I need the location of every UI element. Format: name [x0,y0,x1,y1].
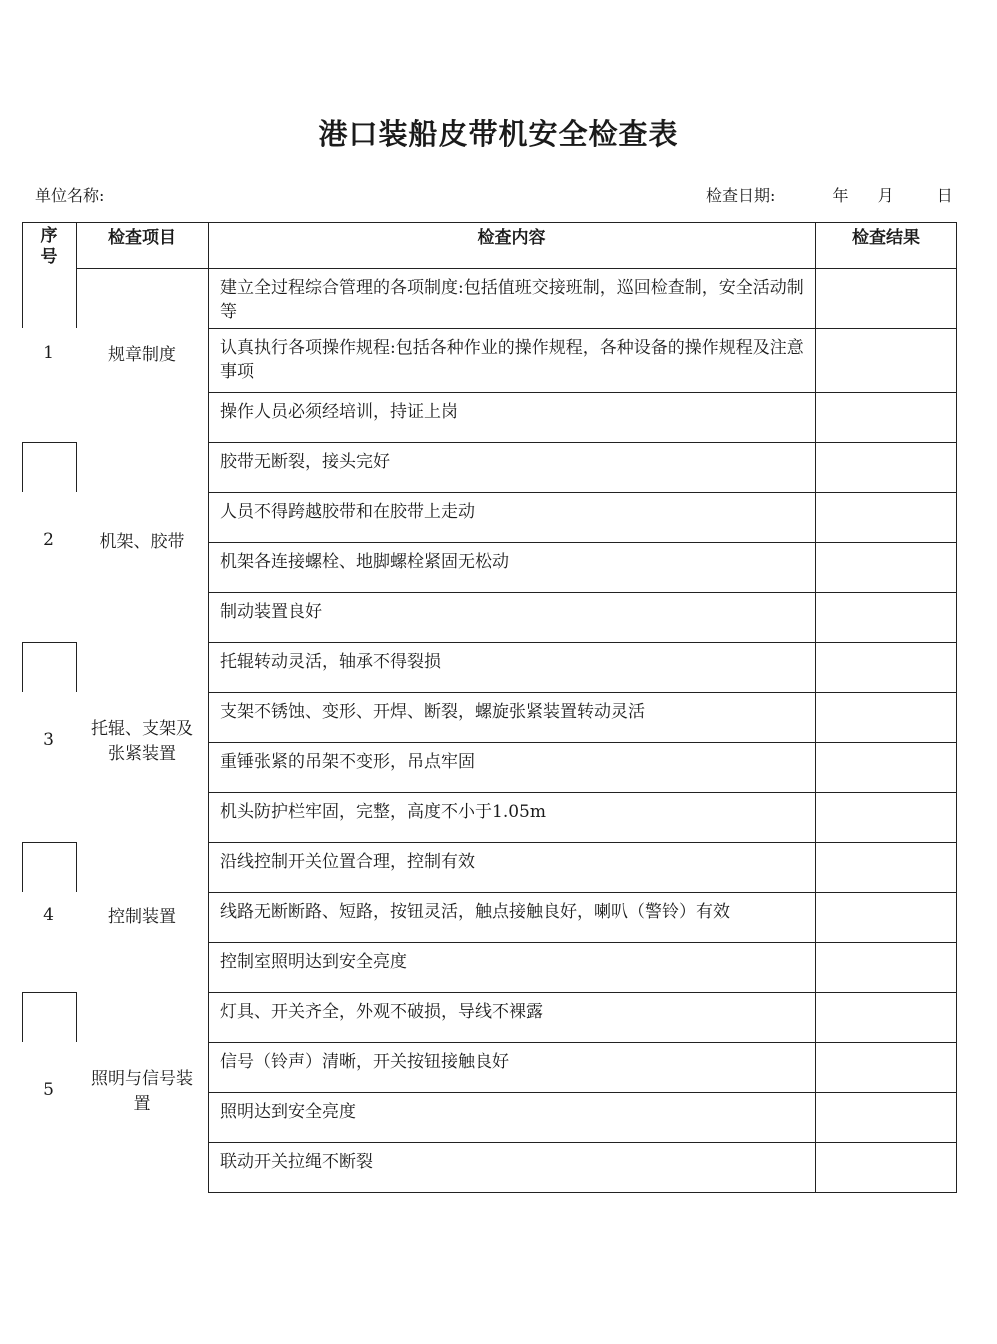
section-stub-line [22,992,23,1042]
result-border [956,268,957,442]
check-result-cell[interactable] [816,1143,955,1191]
check-result-cell[interactable] [816,443,955,491]
section-number: 3 [43,730,54,750]
date-label: 检查日期: [706,186,776,205]
check-content-cell: 控制室照明达到安全亮度 [220,952,407,972]
header-divider [22,222,23,268]
check-result-cell[interactable] [816,843,955,891]
header-result: 检查结果 [852,228,920,248]
section-stub-line [22,642,23,692]
check-content-cell: 灯具、开关齐全，外观不破损，导线不裸露 [220,1002,543,1022]
row-border [208,1192,957,1193]
section-top-stub [22,442,76,443]
check-content-cell: 沿线控制开关位置合理，控制有效 [220,852,475,872]
section-category: 机架、胶带 [99,531,185,552]
check-content-cell: 人员不得跨越胶带和在胶带上走动 [220,502,475,522]
section-stub-line [22,842,23,892]
header-content: 检查内容 [477,228,546,248]
check-content-cell: 联动开关拉绳不断裂 [220,1152,373,1172]
date-year: 年 [832,186,849,205]
check-result-cell[interactable] [816,993,955,1041]
check-result-cell[interactable] [816,743,955,791]
header-divider [76,222,77,268]
check-content-cell: 重锤张紧的吊架不变形，吊点牢固 [220,752,475,772]
check-result-cell[interactable] [816,269,955,327]
section-top-stub [22,642,76,643]
category-border [208,842,209,992]
check-content-cell: 认真执行各项操作规程:包括各种作业的操作规程，各种设备的操作规程及注意事项 [220,338,804,382]
unit-name-label: 单位名称: [35,186,105,205]
check-content-cell: 信号（铃声）清晰，开关按钮接触良好 [220,1052,509,1072]
date-month: 月 [877,186,894,205]
check-content-cell: 机架各连接螺栓、地脚螺栓紧固无松动 [220,552,509,572]
check-result-cell[interactable] [816,943,955,991]
check-result-cell[interactable] [816,793,955,841]
check-result-cell[interactable] [816,1093,955,1141]
header-divider [815,222,816,268]
check-content-cell: 制动装置良好 [220,602,322,622]
section-number: 5 [43,1080,54,1100]
section-category: 照明与信号装置 [91,1069,193,1114]
section-number: 1 [43,343,54,363]
check-content-cell: 支架不锈蚀、变形、开焊、断裂，螺旋张紧装置转动灵活 [220,702,645,722]
check-content-cell: 操作人员必须经培训，持证上岗 [220,402,458,422]
section-number: 4 [43,905,54,925]
inspection-date [706,183,953,206]
section-top-stub [22,992,76,993]
header-divider [956,222,957,268]
document-title: 港口装船皮带机安全检查表 [318,117,679,151]
check-content-cell: 照明达到安全亮度 [220,1102,356,1122]
check-result-cell[interactable] [816,893,955,941]
check-result-cell[interactable] [816,543,955,591]
section-stub-line [76,642,77,692]
date-day: 日 [936,186,953,205]
inspection-table [22,222,957,1192]
check-result-cell[interactable] [816,393,955,441]
section-stub-line [22,442,23,492]
check-content-cell: 线路无断断路、短路，按钮灵活，触点接触良好，喇叭（警铃）有效 [220,902,730,922]
check-result-cell[interactable] [816,1043,955,1091]
section-stub-line [22,268,23,328]
check-content-cell: 托辊转动灵活，轴承不得裂损 [220,652,441,672]
section-number: 2 [43,530,54,550]
check-content-cell: 胶带无断裂，接头完好 [220,452,390,472]
check-result-cell[interactable] [816,493,955,541]
header-seq: 序号 [40,226,58,267]
table-top-border [22,222,957,223]
section-category: 托辊、支架及张紧装置 [91,719,193,764]
section-category: 规章制度 [108,344,176,365]
result-border [956,842,957,992]
check-content-cell: 机头防护栏牢固，完整，高度不小于1.05m [220,802,546,822]
section-top-stub [22,842,76,843]
section-category: 控制装置 [108,906,176,927]
section-stub-line [76,268,77,328]
section-stub-line [76,842,77,892]
header-item: 检查项目 [108,228,176,248]
header-divider [208,222,209,268]
check-content-cell: 建立全过程综合管理的各项制度:包括值班交接班制，巡回检查制，安全活动制等 [220,278,804,322]
section-stub-line [76,992,77,1042]
check-result-cell[interactable] [816,693,955,741]
check-result-cell[interactable] [816,643,955,691]
check-result-cell[interactable] [816,329,955,391]
section-stub-line [76,442,77,492]
category-border [208,268,209,442]
check-result-cell[interactable] [816,593,955,641]
